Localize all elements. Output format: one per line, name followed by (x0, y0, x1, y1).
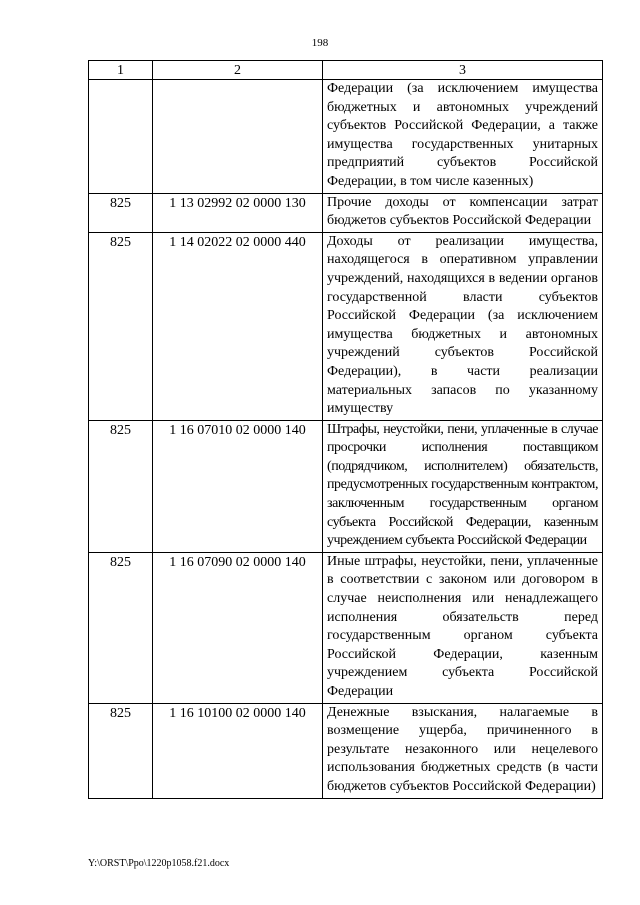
income-code-cell: 1 14 02022 02 0000 440 (153, 232, 323, 420)
admin-code-cell (89, 80, 153, 194)
table-row (89, 552, 603, 703)
income-code-cell (153, 80, 323, 194)
table-row (89, 420, 603, 552)
header-col-1: 1 (89, 61, 153, 80)
table-row (89, 232, 603, 420)
description-cell: Денежные взыскания, налагаемые в возмещение ущерба, причиненного в результате незаконного или нецелевого использования бюджетных средств (в части бюджетов субъектов Российской Федерации) (323, 703, 603, 798)
header-col-3: 3 (323, 61, 603, 80)
admin-code-cell: 825 (89, 420, 153, 552)
description-cell: Иные штрафы, неустойки, пени, уплаченные в соответствии с законом или договором в случае неисполнения или ненадлежащего исполнения обязательств перед государственным органом субъекта Российской Федерации, казенным учреждением субъекта Российской Федерации (323, 552, 603, 703)
table-row (89, 703, 603, 798)
income-code-cell: 1 13 02992 02 0000 130 (153, 193, 323, 232)
table-row (89, 80, 603, 194)
description-cell: Доходы от реализации имущества, находящегося в оперативном управлении учреждений, находящихся в ведении органов государственной власти субъектов Российской Федерации (за исключением имущества бюджетных и автономных учреждений субъектов Российской Федерации), в части реализации материальных запасов по указанному имуществу (323, 232, 603, 420)
header-col-2: 2 (153, 61, 323, 80)
admin-code-cell: 825 (89, 552, 153, 703)
description-cell: Федерации (за исключением имущества бюджетных и автономных учреждений субъектов Российской Федерации, а также имущества государственных унитарных предприятий субъектов Российской Федерации, в том числе казенных) (323, 80, 603, 194)
page-number: 198 (311, 37, 329, 49)
description-cell: Прочие доходы от компенсации затрат бюджетов субъектов Российской Федерации (323, 193, 603, 232)
table-row (89, 193, 603, 232)
revenue-codes-table (88, 60, 603, 799)
admin-code-cell: 825 (89, 703, 153, 798)
admin-code-cell: 825 (89, 232, 153, 420)
income-code-cell: 1 16 07090 02 0000 140 (153, 552, 323, 703)
admin-code-cell: 825 (89, 193, 153, 232)
header-row (89, 61, 603, 80)
file-path-footer: Y:\ORST\Ppo\1220p1058.f21.docx (88, 858, 230, 869)
income-code-cell: 1 16 10100 02 0000 140 (153, 703, 323, 798)
description-cell: Штрафы, неустойки, пени, уплаченные в случае просрочки исполнения поставщиком (подрядчиком, исполнителем) обязательств, предусмотренных государственным контрактом, заключенным государственным органом субъекта Российской Федерации, казенным учреждением субъекта Российской Федерации (323, 420, 603, 552)
income-code-cell: 1 16 07010 02 0000 140 (153, 420, 323, 552)
